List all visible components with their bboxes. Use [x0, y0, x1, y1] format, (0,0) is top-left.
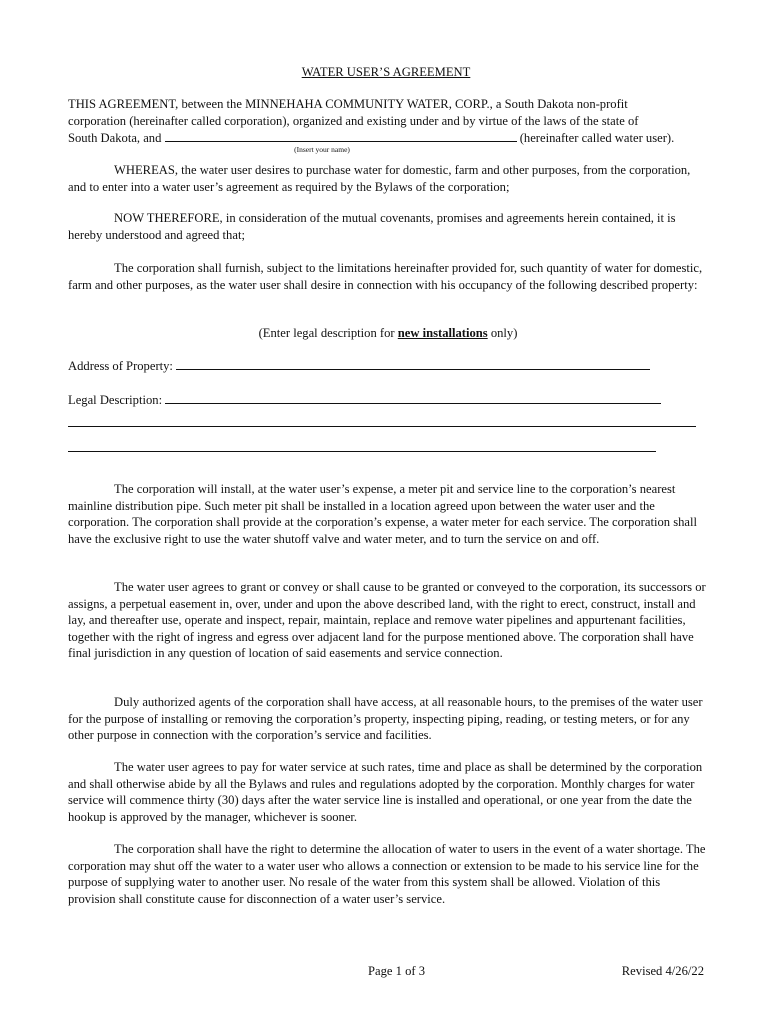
easement-paragraph [68, 579, 708, 662]
furnish-text: The corporation shall furnish, subject to the limitations hereinafter provided for, such quantity of water for domestic, farm and other purposes, as the water user shall desire in connection with his occupancy of the following described property: [68, 261, 703, 292]
shortage-text: The corporation shall have the right to determine the allocation of water to users in the event of a water shortage. The corporation may shut off the water to a water user who allows a connection or extension to be made to his service line for the purpose of supplying water to another user. No resale of the water from this system shall be allowed. Violation of this provision shall constitute cause for disconnection of a water user’s service. [68, 842, 706, 906]
water-user-name-field[interactable] [165, 129, 517, 142]
document-page [68, 0, 704, 1024]
insert-name-note: (Insert your name) [294, 145, 350, 154]
intro-line-1: THIS AGREEMENT, between the MINNEHAHA COMMUNITY WATER, CORP., a South Dakota non-profit [68, 97, 628, 111]
address-label: Address of Property: [68, 359, 173, 373]
legal-note-bold: new installations [397, 326, 488, 340]
access-paragraph [68, 694, 708, 744]
legal-description-line-2 [68, 414, 696, 432]
legal-description-line-3 [68, 439, 656, 457]
access-text: Duly authorized agents of the corporation shall have access, at all reasonable hours, to the premises of the water user for the purpose of installing or removing the corporation’s property, inspecting piping, reading, or testing meters, or for any other purpose in connection with the corporation’s service and facilities. [68, 695, 703, 742]
page-number: Page 1 of 3 [368, 964, 426, 978]
intro-line-2: corporation (hereinafter called corporation), organized and existing under and by virtue of the laws of the state of [68, 113, 639, 128]
whereas-paragraph [68, 162, 708, 195]
payment-text: The water user agrees to pay for water service at such rates, time and place as shall be determined by the corporation and shall otherwise abide by all the Bylaws and rules and regulations adopted by the corporation. Monthly charges for water service will commence thirty (30) days after the water service line is installed and operational, or one year from the date the hookup is approved by the manager, whichever is sooner. [68, 760, 703, 824]
legal-description-field[interactable] [165, 391, 661, 404]
whereas-text: WHEREAS, the water user desires to purchase water for domestic, farm and other purposes, from the corporation, and to enter into a water user’s agreement as required by the Bylaws of the corporation; [68, 163, 691, 194]
legal-description-field-2[interactable] [68, 414, 696, 427]
legal-note-open: (Enter legal description for [258, 326, 398, 340]
easement-text: The water user agrees to grant or convey or shall cause to be granted or conveyed to the corporation, its successors or assigns, a perpetual easement in, over, under and upon the above described land, with the right to erect, construct, install and lay, and thereafter use, operate and inspect, repair, maintain, replace and remove water pipelines and appurtenant facilities, together with the right of ingress and egress over adjacent land for the purpose mentioned above. The corporation shall have final jurisdiction in any question of location of said easements and service connection. [68, 580, 706, 660]
intro-line-3 [68, 129, 708, 147]
legal-description-label: Legal Description: [68, 393, 163, 407]
legal-note-close: only) [487, 326, 518, 340]
legal-description-note [68, 325, 708, 342]
legal-description-field-3[interactable] [68, 439, 656, 452]
address-field[interactable] [176, 357, 650, 370]
document-title: WATER USER’S AGREEMENT [301, 65, 471, 79]
install-paragraph [68, 481, 708, 547]
legal-description-row [68, 391, 661, 409]
address-row [68, 357, 650, 375]
payment-paragraph [68, 759, 708, 825]
now-therefore-paragraph [68, 210, 708, 243]
intro-line-3-end: (hereinafter called water user). [519, 131, 675, 145]
now-therefore-text: NOW THEREFORE, in consideration of the mutual covenants, promises and agreements herein contained, it is hereby understood and agreed that; [68, 211, 676, 242]
revision-date: Revised 4/26/22 [621, 964, 704, 978]
furnish-paragraph [68, 260, 708, 293]
intro-line-3-start: South Dakota, and [68, 131, 162, 145]
install-text: The corporation will install, at the water user’s expense, a meter pit and service line to the corporation’s nearest mainline distribution pipe. Such meter pit shall be installed in a location agreed upon between the water user and the corporation. The corporation shall provide at the corporation’s expense, a water meter for each service. The corporation shall have the exclusive right to use the water shutoff valve and water meter, and to turn the service on and off. [68, 482, 697, 546]
intro-paragraph [68, 96, 708, 147]
shortage-paragraph [68, 841, 708, 907]
